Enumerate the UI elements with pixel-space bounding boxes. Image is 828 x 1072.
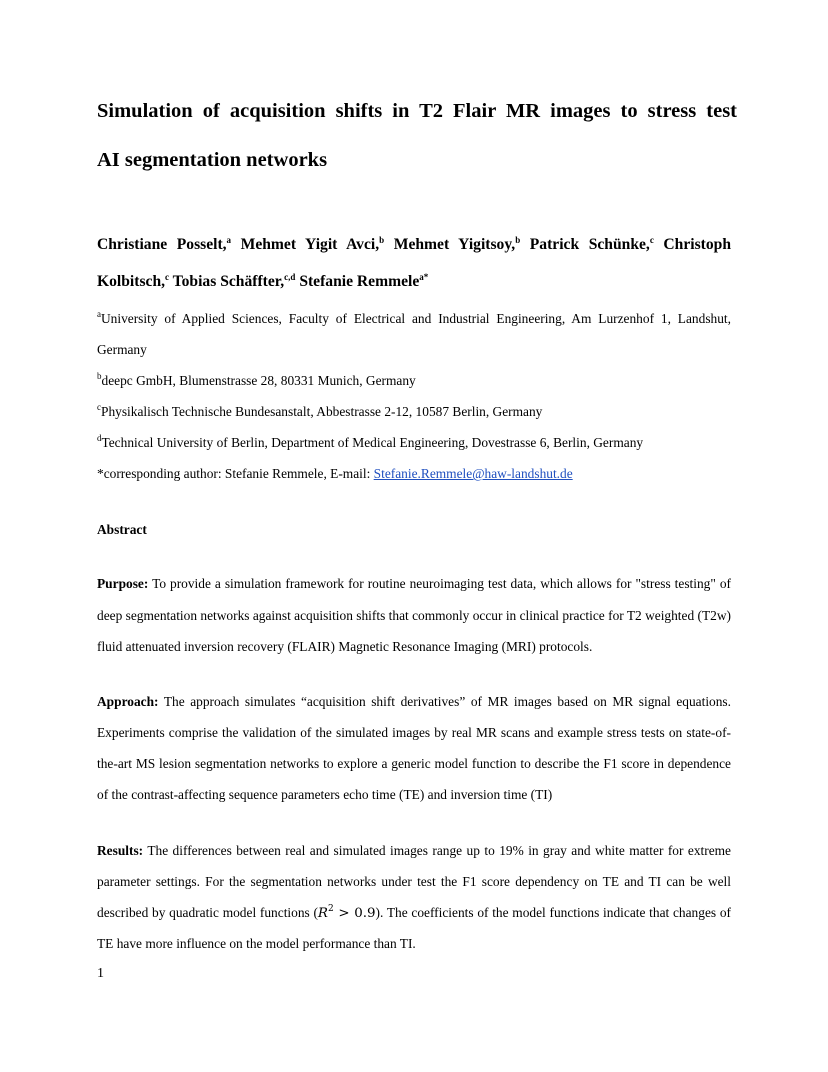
- affiliation-text: Technical University of Berlin, Department of Medical Engineering, Dovestrasse 6, Berlin, Germany: [101, 435, 644, 450]
- math-variable: R: [317, 906, 329, 921]
- abstract-heading: Abstract: [97, 522, 147, 537]
- results-line-2: parameter settings. For the segmentation networks under test the F1 score dependency on TE and TI can be well: [97, 874, 731, 889]
- approach-text: The approach simulates “acquisition shift derivatives” of MR images based on MR signal equations.: [158, 694, 731, 709]
- author-name-part: Kolbitsch,: [97, 273, 166, 290]
- author-affiliation-mark: c,d: [284, 272, 296, 282]
- affiliation-text: Physikalisch Technische Bundesanstalt, Abbestrasse 2-12, 10587 Berlin, Germany: [101, 404, 543, 419]
- affiliation-a: [97, 310, 731, 328]
- approach-line-3: the-art MS lesion segmentation networks to explore a generic model function to describe the F1 score in dependence: [97, 756, 731, 771]
- approach-label: Approach:: [97, 694, 159, 709]
- corresponding-author: [97, 465, 731, 483]
- affiliation-d: [97, 434, 731, 452]
- affiliation-a-continued: Germany: [97, 342, 147, 357]
- page-number: 1: [97, 966, 104, 981]
- math-exponent: 2: [328, 904, 334, 914]
- author-affiliation-mark: a: [226, 235, 232, 245]
- purpose-label: Purpose:: [97, 576, 149, 591]
- results-line-4: TE have more influence on the model performance than TI.: [97, 936, 416, 951]
- author-affiliation-mark: b: [515, 235, 521, 245]
- author-name: Stefanie Remmele: [299, 273, 420, 290]
- author-list-line-1: [97, 235, 731, 255]
- results-text: ). The coefficients of the model functions indicate that changes of: [375, 905, 731, 920]
- author-affiliation-mark: b: [379, 235, 385, 245]
- purpose-line-2: deep segmentation networks against acquisition shifts that commonly occur in clinical practice for T2 weighted (T2w): [97, 608, 731, 623]
- results-text: described by quadratic model functions (: [97, 905, 318, 920]
- purpose-line-1: [97, 575, 731, 593]
- author-list-line-2: [97, 272, 731, 292]
- paper-title-line-1: Simulation of acquisition shifts in T2 Flair MR images to stress test: [97, 100, 737, 122]
- author-name: Mehmet Yigitsoy,: [393, 236, 516, 253]
- author-affiliation-mark: c: [165, 272, 170, 282]
- paper-title-line-2: AI segmentation networks: [97, 149, 328, 171]
- results-line-1: [97, 842, 731, 860]
- affiliation-c: [97, 403, 731, 421]
- math-relation: > 0.9: [333, 906, 376, 921]
- results-line-3: [97, 904, 731, 923]
- author-affiliation-mark: a*: [419, 272, 429, 282]
- approach-line-1: [97, 693, 731, 711]
- results-label: Results:: [97, 843, 144, 858]
- author-name: Tobias Schäffter,: [172, 273, 285, 290]
- author-name: Christiane Posselt,: [97, 236, 227, 253]
- affiliation-text: University of Applied Sciences, Faculty of Electrical and Industrial Engineering, Am Lurzenhof 1, Landshut,: [101, 311, 731, 326]
- affiliation-mark: d: [97, 433, 102, 443]
- affiliation-text: deepc GmbH, Blumenstrasse 28, 80331 Munich, Germany: [101, 373, 416, 388]
- affiliation-b: [97, 372, 731, 390]
- results-text: The differences between real and simulated images range up to 19% in gray and white matter for extreme: [143, 843, 731, 858]
- approach-line-4: of the contrast-affecting sequence parameters echo time (TE) and inversion time (TI): [97, 787, 553, 802]
- math-expression: [318, 906, 376, 921]
- author-name: Mehmet Yigit Avci,: [240, 236, 380, 253]
- corresponding-author-text: *corresponding author: Stefanie Remmele, E-mail:: [97, 466, 374, 481]
- purpose-line-3: fluid attenuated inversion recovery (FLAIR) Magnetic Resonance Imaging (MRI) protocols.: [97, 639, 593, 654]
- corresponding-email-link[interactable]: Stefanie.Remmele@haw-landshut.de: [373, 466, 573, 481]
- affiliation-mark: c: [97, 402, 101, 412]
- author-affiliation-mark: c: [649, 235, 654, 245]
- affiliation-mark: a: [97, 309, 101, 319]
- affiliation-mark: b: [97, 371, 102, 381]
- approach-line-2: Experiments comprise the validation of the simulated images by real MR scans and example stress tests on state-of-: [97, 725, 731, 740]
- author-name: Patrick Schünke,: [529, 236, 650, 253]
- author-name-part: Christoph: [663, 236, 731, 253]
- purpose-text: To provide a simulation framework for routine neuroimaging test data, which allows for "stress testing" of: [148, 576, 731, 591]
